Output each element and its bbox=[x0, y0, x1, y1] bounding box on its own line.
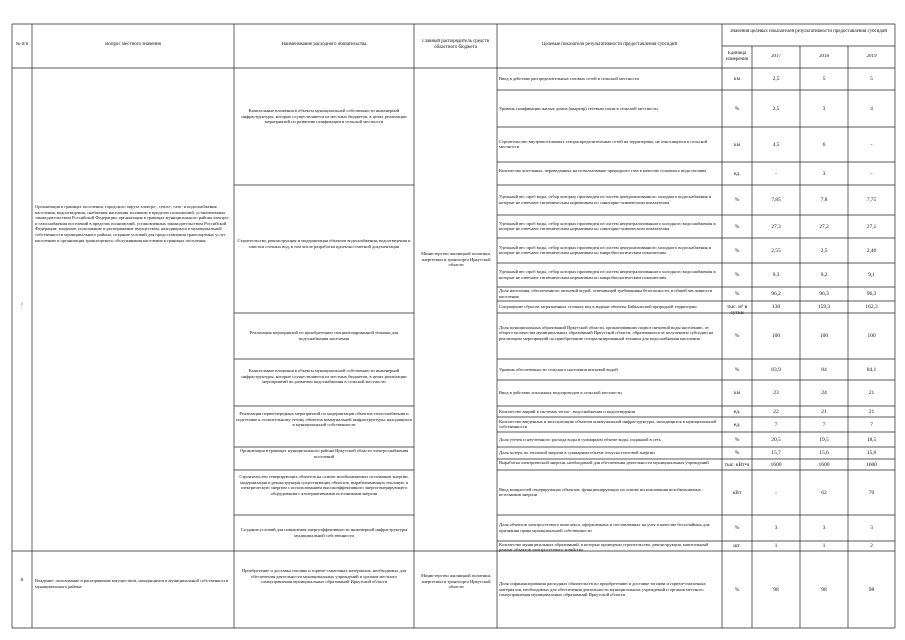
indicator-unit: шт. bbox=[733, 543, 741, 549]
row-num-8: 8 bbox=[20, 578, 24, 583]
indicator-value-2017: 3 bbox=[774, 525, 778, 531]
indicator-text: Количество котельных, переведенных на использование природного газа в качестве основного вида топлива bbox=[499, 167, 707, 173]
indicator-value-2019: 21 bbox=[868, 390, 875, 396]
header-2017: 2017 bbox=[771, 54, 781, 59]
obligation-renewable: Строительство генерирующих объектов на основе возобновляемых источников энергии, модернизация и реконструкция существующих объектов, вырабатывающих тепловую и электрическую энергию с использованием высокоэффективного энергогенерирующего оборудования с альтернативными источниками энергии bbox=[239, 474, 409, 496]
indicator-value-2017: 20,5 bbox=[771, 436, 781, 443]
indicator-value-2019: 100 bbox=[867, 333, 876, 339]
indicator-value-2019: - bbox=[870, 141, 873, 148]
header-manager: Главный распорядитель средств областного бюджета bbox=[422, 39, 489, 50]
indicator-value-2019: 84,1 bbox=[866, 366, 877, 373]
indicator-value-2017: 7,85 bbox=[771, 197, 781, 203]
indicator-unit: тыс. м³ в сутки bbox=[726, 304, 748, 316]
indicator-value-2019: 96,3 bbox=[866, 291, 877, 297]
indicator-value-2019: 7 bbox=[870, 421, 873, 428]
indicator-value-2017: 7 bbox=[774, 421, 778, 428]
indicator-value-2018: 96,3 bbox=[819, 291, 829, 297]
indicator-value-2018: 1600 bbox=[818, 461, 830, 468]
budget-manager-7: Министерство жилищной политики, энергетики и транспорта Иркутской области bbox=[421, 251, 491, 268]
indicator-text: Доля муниципальных образований Иркутской области, организовавших подвоз питьевой воды населению, от общего количества муниципальных образований Иркутской области, обратившихся за получением субсидии на реализацию мероприятий по приобретению специализированной техники для водоснабжения населения bbox=[499, 324, 714, 341]
indicator-value-2017: 23 bbox=[773, 390, 779, 396]
header-targets: Целевые показатели результативности предоставления субсидий bbox=[541, 42, 678, 47]
indicator-unit: % bbox=[734, 291, 740, 297]
indicator-text: Доля софинансирования расходных обязательств по приобретению и доставке топлива и горюче-смазочных материалов, необходимых для обеспечения деятельности муниципальных учреждений и органов местного самоуправления муниципальных образований Иркутской области bbox=[499, 581, 706, 598]
indicator-value-2019: 3 bbox=[870, 525, 873, 531]
indicator-value-2017: 2,5 bbox=[772, 105, 780, 112]
indicator-value-2017: 22 bbox=[773, 408, 779, 415]
indicator-text: Доля населения, обеспеченного питьевой водой, отвечающей требованиям безопасности, в общей численности населения bbox=[499, 288, 713, 299]
row-num-7: 7 bbox=[20, 303, 24, 308]
indicator-text: Уровень газификации жилых домов (квартир) сетевым газом в сельской местности bbox=[499, 105, 658, 111]
indicator-value-2018: 19,5 bbox=[819, 436, 829, 443]
obligation-gas-capital: Капитальные вложения в объекты муниципальной собственности инженерной инфраструктуры, которые осуществляются из местных бюджетов, в целях реализации мероприятий по развитию газификации в сельской местности bbox=[241, 108, 407, 125]
indicator-value-2017: 2,5 bbox=[772, 76, 780, 82]
local-issue-text-7: Организация в границах поселения, городского округа электро-, тепло-, газо- и водоснабжения населения, водоотведения, снабжения населения топливом в пределах полномочий, установленных законодательством Российской Федерации; организация в границах муниципального района электро- и газоснабжения поселений в пределах полномочий, установленных законодательством Российской Федерации; владение, пользование и распоряжение имуществом, находящимся в муниципальной собственности муниципального района, создание условий для предоставления транспортных услуг населению и организация транспортного обслуживания населения в границах поселения bbox=[35, 204, 230, 243]
indicator-text: Удельный вес проб воды, отбор которых произведен из систем централизованного холодного водоснабжения и которые не отвечают гигиеническим нормативам по санитарно-химическим показателям bbox=[499, 194, 712, 205]
indicator-value-2017: 100 bbox=[771, 333, 781, 339]
indicator-value-2019: 98 bbox=[868, 586, 875, 593]
indicator-value-2019: 70 bbox=[868, 489, 875, 496]
obligation-fuel: Приобретение и доставка топлива и горюче-смазочных материалов, необходимых для обеспечения деятельности муниципальных учреждений и органов местного самоуправления муниципальных образований Иркутской области bbox=[241, 568, 407, 585]
indicator-value-2017: 83,9 bbox=[771, 366, 781, 373]
indicator-value-2019: 18,5 bbox=[866, 436, 877, 443]
indicator-value-2019: 4 bbox=[870, 105, 873, 112]
indicator-value-2019: 7,75 bbox=[866, 197, 877, 203]
indicator-value-2018: 27,2 bbox=[819, 223, 829, 230]
indicator-text: Ввод в действие локальных водопроводов в сельской местности bbox=[499, 390, 622, 396]
indicator-value-2018: 98 bbox=[821, 586, 827, 593]
indicator-value-2018: 6 bbox=[822, 141, 826, 148]
indicator-text: Количество введенных в эксплуатацию объектов коммунальной инфраструктуры, находящихся в муниципальной собственности bbox=[499, 418, 717, 430]
indicator-value-2017: 1 bbox=[774, 543, 778, 549]
indicator-unit: % bbox=[734, 272, 740, 278]
indicator-text: Удельный вес проб воды, отбор которых произведен из систем нецентрализованного холодного водоснабжения и которые не отвечают гигиеническим нормативам по микробиологическим показателям bbox=[499, 269, 716, 280]
indicator-value-2018: 21 bbox=[821, 408, 827, 415]
obligation-water-construction: Строительство, реконструкция и модернизация объектов водоснабжения, водоотведения и очистки сточных вод, в том числе разработка проектно-сметной документации bbox=[237, 238, 411, 249]
indicator-value-2019: 9,1 bbox=[868, 272, 875, 278]
indicator-unit: % bbox=[734, 105, 740, 112]
indicator-value-2017: - bbox=[775, 170, 777, 177]
indicator-value-2018: 1 bbox=[822, 543, 826, 549]
obligation-heat-modernization: Реализация первоочередных мероприятий по модернизации объектов теплоснабжения и подготовке к отопительному сезону объектов коммунальной инфраструктуры, находящихся в муниципальной собственности bbox=[236, 411, 412, 428]
budget-manager-8: Министерство жилищной политики, энергетики и транспорта Иркутской области bbox=[421, 573, 491, 590]
indicator-value-2019: 15,6 bbox=[866, 450, 877, 456]
indicator-value-2018: 3 bbox=[822, 105, 826, 112]
indicator-unit: % bbox=[734, 197, 740, 203]
indicator-text: Доля объектов электросетевого комплекса, оформленных и поставленных на учет в качестве бесхозяйных для признания права муниципальной собственности bbox=[499, 522, 710, 533]
header-issue: Вопрос местного значения bbox=[105, 42, 161, 47]
indicator-text: Строительство внутрипоселковых газораспределительных сетей на территориях, не относящихся к сельской местности bbox=[499, 138, 708, 150]
indicator-value-2018: 9,2 bbox=[820, 272, 828, 278]
indicator-unit: % bbox=[734, 436, 740, 443]
indicator-unit: % bbox=[734, 586, 740, 593]
indicator-value-2018: 100 bbox=[819, 333, 829, 339]
obligation-electricity: Организация в границах муниципального района Иркутской области электроснабжения поселений bbox=[239, 448, 409, 459]
indicator-unit: ед. bbox=[733, 421, 741, 428]
indicator-value-2018: 159,3 bbox=[817, 304, 831, 310]
indicator-value-2017: 4,5 bbox=[772, 141, 780, 148]
indicator-unit: % bbox=[734, 525, 740, 531]
header-values-group: Значения целевых показателей результативности предоставления субсидий bbox=[729, 29, 888, 34]
obligation-water-capital: Капитальные вложения в объекты муниципальной собственности инженерной инфраструктуры, которые осуществляются из местных бюджетов, в целях реализации мероприятий по развитию водоснабжения в сельской местности bbox=[241, 368, 407, 385]
indicator-unit: % bbox=[734, 247, 740, 254]
indicator-text: Доля потерь по тепловой энергии в суммарном объеме отпуска тепловой энергии bbox=[499, 450, 655, 456]
indicator-text: Удельный вес проб воды, отбор которых произведен из систем нецентрализованного холодного водоснабжения и которые не отвечают гигиеническим нормативам по санитарно-химическим показателям bbox=[499, 220, 716, 232]
indicator-value-2018: 24 bbox=[821, 390, 827, 396]
indicator-text: Количество муниципальных образований, в которых проведены строительство, реконструкция, капитальный ремонт объектов электросетевого хозяйства bbox=[499, 541, 708, 553]
obligation-water-equipment: Реализация мероприятий по приобретению специализированной техники для водоснабжения населения bbox=[249, 330, 399, 341]
indicator-text: Ввод мощностей генерирующих объектов, функционирующих на основе использования возобновляемых источников энергии bbox=[499, 486, 701, 498]
indicator-unit: тыс. кВт•ч bbox=[724, 461, 750, 468]
indicator-value-2018: 7 bbox=[822, 421, 826, 428]
indicator-value-2017: 27,3 bbox=[771, 223, 781, 230]
indicator-unit: ед. bbox=[733, 170, 741, 177]
indicator-value-2018: 15,6 bbox=[819, 450, 829, 456]
indicator-value-2018: 5 bbox=[822, 76, 826, 82]
header-obligation: Наименование расходного обязательства bbox=[281, 42, 367, 47]
indicator-value-2018: 7,8 bbox=[820, 197, 828, 203]
indicator-text: Количество аварий в системах тепло-, водоснабжения и водоотведения bbox=[499, 408, 635, 414]
indicator-value-2017: 9,3 bbox=[772, 272, 780, 278]
local-issue-text-8: Владение, пользование и распоряжение имуществом, находящимся в муниципальной собственности муниципального района bbox=[35, 578, 229, 589]
indicator-value-2017: 15,7 bbox=[771, 450, 781, 456]
indicator-value-2017: 130 bbox=[771, 304, 781, 310]
indicator-unit: % bbox=[734, 223, 740, 230]
indicator-value-2019: 2 bbox=[870, 543, 873, 549]
indicator-value-2019: 2,46 bbox=[866, 247, 877, 254]
indicator-text: Сокращение сбросов загрязненных сточных вод в водные объекты Байкальской природной территории bbox=[499, 304, 697, 310]
indicator-value-2017: 98 bbox=[773, 586, 779, 593]
indicator-value-2017: - bbox=[775, 489, 777, 496]
indicator-value-2017: 1600 bbox=[770, 461, 782, 468]
header-num: № п/п bbox=[15, 42, 29, 47]
indicator-value-2018: 3 bbox=[822, 525, 826, 531]
indicator-unit: % bbox=[734, 450, 740, 456]
indicator-value-2019: - bbox=[870, 170, 873, 177]
indicator-unit: кВт bbox=[732, 489, 742, 496]
indicator-value-2018: 2,5 bbox=[820, 247, 828, 254]
indicator-value-2019: 21 bbox=[868, 408, 875, 415]
header-unit: Единица измерения bbox=[726, 51, 748, 62]
indicator-text: Доля утечек и неучтенного расхода воды в суммарном объеме воды, поданной в сеть bbox=[499, 436, 661, 442]
indicator-unit: км bbox=[733, 76, 741, 82]
indicator-unit: ед. bbox=[733, 408, 741, 415]
indicator-value-2018: 3 bbox=[822, 170, 826, 177]
indicator-unit: км bbox=[733, 141, 741, 148]
indicator-unit: % bbox=[734, 366, 740, 373]
indicator-value-2018: 84 bbox=[821, 366, 827, 373]
header-2019: 2019 bbox=[866, 54, 877, 59]
obligation-energy-efficiency: Создание условий для повышения энергоэффективности инженерной инфраструктуры муниципальной собственности bbox=[240, 527, 408, 538]
indicator-text: Выработка электрической энергии, необходимой для обеспечения деятельности муниципальных учреждений bbox=[499, 459, 709, 465]
indicator-text: Ввод в действие распределительных газовых сетей в сельской местности bbox=[499, 76, 639, 82]
indicator-value-2017: 96,2 bbox=[771, 291, 781, 297]
indicator-unit: км bbox=[733, 390, 741, 396]
indicator-text: Удельный вес проб воды, отбор которых произведен из систем централизованного холодного водоснабжения и которые не отвечают гигиеническим нормативам по микробиологическим показателям bbox=[499, 244, 712, 256]
indicator-text: Уровень обеспеченности сельского населения питьевой водой bbox=[499, 366, 618, 372]
indicator-unit: % bbox=[734, 333, 740, 339]
indicator-value-2017: 2,55 bbox=[771, 247, 781, 254]
header-2018: 2018 bbox=[819, 54, 829, 59]
indicator-value-2019: 1600 bbox=[866, 461, 877, 468]
indicator-value-2019: 162,3 bbox=[865, 304, 878, 310]
indicator-value-2019: 5 bbox=[870, 76, 873, 82]
indicator-value-2019: 27,1 bbox=[866, 223, 877, 230]
indicator-value-2018: 62 bbox=[821, 489, 827, 496]
